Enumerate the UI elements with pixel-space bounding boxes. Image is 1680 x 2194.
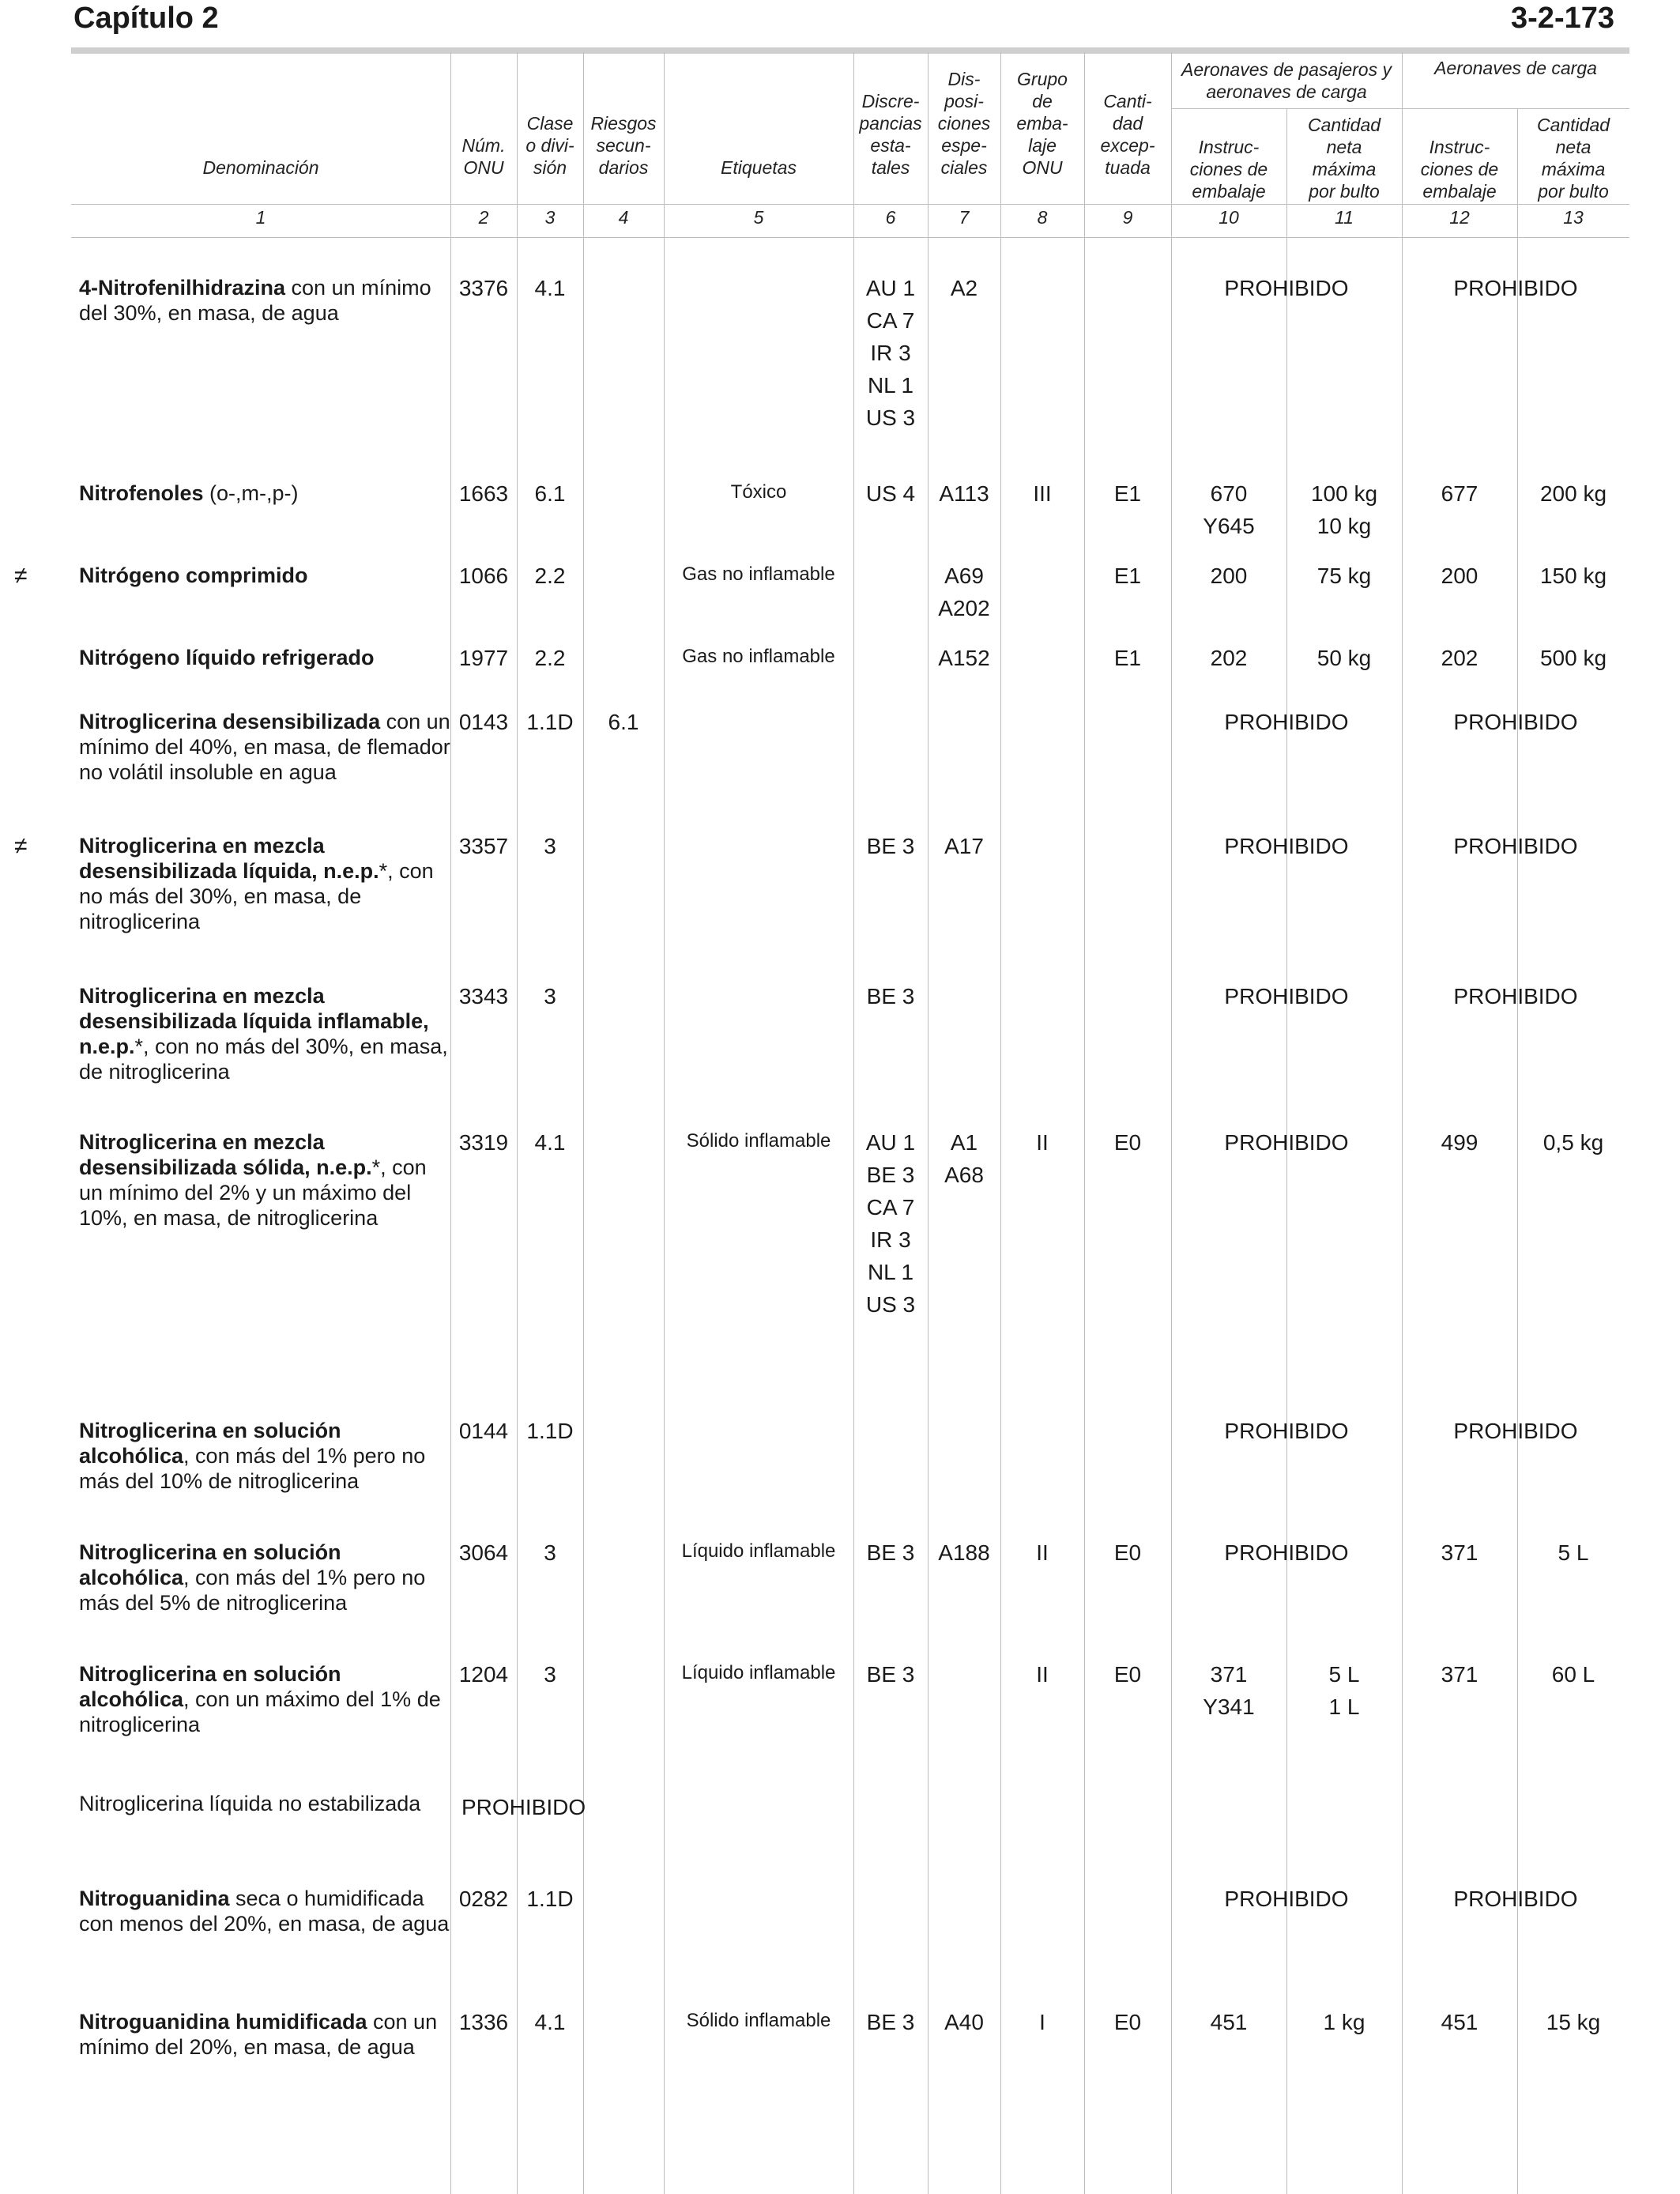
- table-cell: [450, 477, 517, 510]
- cell-line: E0: [1113, 1540, 1142, 1565]
- table-cell: [1517, 1536, 1629, 1569]
- table-cell: [1402, 1126, 1517, 1159]
- cell-line: 3319: [458, 1130, 509, 1155]
- substance-name-detail: , con más del 1% pero no más del 5% de nitroglicerina: [79, 1566, 426, 1615]
- cell-line: 1.1D: [526, 1887, 574, 1911]
- table-cell: [1084, 1658, 1171, 1691]
- table-cell: [517, 477, 583, 510]
- table-cell: [1286, 477, 1402, 542]
- table-cell: [1171, 1658, 1286, 1723]
- substance-name: [79, 1129, 450, 1231]
- table-cell: [928, 830, 1000, 862]
- table-cell: [853, 1126, 928, 1321]
- cell-line: A40: [944, 2010, 984, 2034]
- substance-name-detail: seca o humidificada con menos del 20%, en masa, de agua: [79, 1887, 450, 1936]
- cell-line: Sólido inflamable: [686, 2010, 831, 2031]
- cell-line: 3: [544, 984, 556, 1008]
- table-cell: [450, 830, 517, 862]
- cell-line: 1 kg: [1323, 2010, 1365, 2034]
- cell-line: E0: [1113, 1130, 1142, 1155]
- cell-line: I: [1039, 2010, 1045, 2034]
- col-header-etiquetas: Etiquetas: [721, 157, 797, 178]
- cell-line: III: [1033, 481, 1052, 506]
- table-cell: [517, 1883, 583, 1915]
- table-cell: [1517, 1126, 1629, 1159]
- substance-name-bold: Nitroguanidina humidificada: [79, 2010, 367, 2034]
- table-cell: [1402, 2006, 1517, 2038]
- cell-line: BE 3: [866, 984, 915, 1008]
- chapter-title: Capítulo 2: [73, 2, 219, 35]
- col-header-grupo-embalaje: [1000, 55, 1084, 179]
- substance-name-detail: con un mínimo del 40%, en masa, de flemador no volátil insoluble en agua: [79, 710, 450, 784]
- table-cell: [1171, 477, 1286, 542]
- table-cell: [1084, 560, 1171, 592]
- cell-line: 6.1: [608, 710, 639, 734]
- table-cell: [517, 1126, 583, 1159]
- cell-line: A69: [944, 564, 984, 588]
- cell-line: 200: [1210, 564, 1248, 588]
- col-header-cargo-cantidad-text: Cantidad neta máxima por bulto: [1536, 115, 1610, 202]
- cell-line: 100 kg: [1310, 481, 1378, 506]
- column-number: 12: [1449, 207, 1470, 228]
- cell-line: 0143: [458, 710, 509, 734]
- cell-line: US 3: [865, 405, 916, 430]
- column-divider: [928, 52, 929, 2194]
- table-cell: [853, 830, 928, 862]
- cargo-prohibido: PROHIBIDO: [1453, 710, 1578, 734]
- substance-name-bold: Nitroglicerina en solución alcohólica: [79, 1540, 341, 1589]
- cell-line: 0144: [458, 1419, 509, 1443]
- substance-name: [79, 275, 450, 326]
- cell-line: BE 3: [866, 1163, 915, 1187]
- col-header-cantidad-exceptuada-text: Canti-dad excep-tuada: [1100, 91, 1155, 178]
- table-cell: [853, 477, 928, 510]
- table-cell: [517, 272, 583, 304]
- table-cell: [450, 980, 517, 1012]
- cell-line: E0: [1113, 1662, 1142, 1687]
- col-header-pax-cantidad: [1286, 111, 1402, 202]
- table-cell: [450, 560, 517, 592]
- cell-line: A2: [950, 276, 978, 300]
- cell-line: 3: [544, 1662, 556, 1687]
- substance-name-bold: Nitroglicerina en solución alcohólica: [79, 1419, 341, 1468]
- table-cell: [928, 1536, 1000, 1569]
- table-cell: [1000, 1536, 1084, 1569]
- cell-line: 3: [544, 1540, 556, 1565]
- col-group-pasajeros-text: Aeronaves de pasajeros y aeronaves de carga: [1181, 59, 1392, 102]
- cell-line: 150 kg: [1539, 564, 1607, 588]
- col-header-denominacion: Denominación: [202, 157, 319, 178]
- substance-name-bold: Nitroglicerina en mezcla desensibilizada sólida, n.e.p.: [79, 1130, 372, 1179]
- table-cell: [517, 1536, 583, 1569]
- col-header-riesgos: [583, 55, 664, 179]
- substance-name-detail: *, con un mínimo del 2% y un máximo del 10%, en masa, de nitroglicerina: [79, 1155, 427, 1230]
- column-divider: [1402, 52, 1403, 2194]
- cell-line: Y341: [1203, 1695, 1255, 1719]
- column-number: 5: [753, 207, 764, 228]
- table-cell: [928, 560, 1000, 624]
- col-header-cargo-cantidad: [1517, 111, 1629, 202]
- cell-line: 0282: [458, 1887, 509, 1911]
- cell-line: NL 1: [867, 373, 914, 398]
- column-divider: [1000, 52, 1001, 2194]
- cell-line: US 3: [865, 1292, 916, 1317]
- substance-name-bold: Nitrofenoles: [79, 481, 204, 505]
- substance-name-detail: *, con no más del 30%, en masa, de nitroglicerina: [79, 1035, 448, 1084]
- table-cell: [1084, 642, 1171, 674]
- cell-line: IR 3: [870, 341, 911, 365]
- cell-line: Tóxico: [730, 481, 787, 503]
- cell-line: A17: [944, 834, 984, 858]
- cell-line: BE 3: [866, 834, 915, 858]
- table-cell: [1517, 2006, 1629, 2038]
- col-header-riesgos-text: Riesgos secun-darios: [590, 113, 657, 178]
- cell-line: 2.2: [534, 564, 566, 588]
- cell-line: 75 kg: [1317, 564, 1372, 588]
- cell-line: 1336: [458, 2010, 509, 2034]
- column-number-separator: [71, 237, 1629, 238]
- substance-name: [79, 983, 450, 1084]
- column-number: 4: [618, 207, 629, 228]
- cell-line: 10 kg: [1317, 514, 1372, 538]
- pax-prohibido: PROHIBIDO: [1224, 984, 1349, 1008]
- table-cell: [853, 1536, 928, 1569]
- col-header-clase-text: Clase o divi-sión: [525, 113, 574, 178]
- cell-line: US 4: [865, 481, 916, 506]
- cell-line: E0: [1113, 2010, 1142, 2034]
- table-cell: [450, 2006, 517, 2038]
- table-cell: [664, 558, 853, 590]
- substance-name: [79, 709, 450, 785]
- table-cell: [450, 706, 517, 738]
- table-cell: [450, 642, 517, 674]
- table-cell: [450, 1415, 517, 1447]
- col-header-discrepancias-text: Discre-pancias esta-tales: [859, 91, 922, 178]
- table-cell: [1084, 1536, 1171, 1569]
- col-header-pax-instrucciones-text: Instruc-ciones de embalaje: [1189, 137, 1268, 202]
- cell-line: A202: [938, 596, 990, 620]
- table-cell: [1402, 642, 1517, 674]
- table-cell: [1402, 1536, 1517, 1569]
- table-cell: [1171, 642, 1286, 674]
- col-header-disposiciones: [928, 55, 1000, 179]
- table-cell: [450, 272, 517, 304]
- column-divider: [1084, 52, 1085, 2194]
- cell-line: A113: [939, 481, 989, 506]
- column-number: 8: [1037, 207, 1048, 228]
- table-cell: [1517, 477, 1629, 510]
- table-cell: [517, 1658, 583, 1691]
- cell-line: 200: [1441, 564, 1478, 588]
- substance-name-detail: con un mínimo del 20%, en masa, de agua: [79, 2010, 438, 2059]
- page-number: 3-2-173: [1511, 2, 1614, 35]
- cell-line: 4.1: [534, 1130, 566, 1155]
- col-header-grupo-embalaje-text: Grupo de emba-laje ONU: [1016, 69, 1068, 178]
- cell-line: Gas no inflamable: [682, 564, 835, 585]
- table-cell: [853, 1658, 928, 1691]
- cargo-prohibido: PROHIBIDO: [1453, 1887, 1578, 1911]
- substance-name-detail: , con un máximo del 1% de nitroglicerina: [79, 1687, 441, 1736]
- substance-name: [79, 645, 450, 670]
- substance-name-detail: con un mínimo del 30%, en masa, de agua: [79, 276, 431, 325]
- cell-line: 371: [1441, 1662, 1478, 1687]
- table-cell: [928, 1126, 1000, 1191]
- table-cell: [1402, 560, 1517, 592]
- table-cell: [1171, 560, 1286, 592]
- table-cell: [1084, 2006, 1171, 2038]
- table-cell: [928, 272, 1000, 304]
- table-cell: [583, 706, 664, 738]
- cell-line: 5 L: [1328, 1662, 1360, 1687]
- table-cell: [1517, 1658, 1629, 1691]
- pax-prohibido: PROHIBIDO: [1224, 834, 1349, 858]
- cell-line: 499: [1441, 1130, 1478, 1155]
- table-cell: [664, 640, 853, 673]
- cell-line: Gas no inflamable: [682, 646, 835, 667]
- cell-line: 4.1: [534, 276, 566, 300]
- page-header: [73, 0, 1614, 47]
- table-cell: [517, 1415, 583, 1447]
- substance-name-bold: Nitrógeno comprimido: [79, 564, 308, 587]
- substance-name-detail: *, con no más del 30%, en masa, de nitroglicerina: [79, 859, 434, 933]
- substance-name: [79, 2009, 450, 2060]
- cell-line: BE 3: [866, 1540, 915, 1565]
- substance-name: [79, 1540, 450, 1615]
- column-divider: [450, 52, 451, 2194]
- col-group-pasajeros: [1171, 52, 1402, 103]
- substance-name: [79, 563, 450, 588]
- col-header-clase: [517, 55, 583, 179]
- col-header-cantidad-exceptuada: [1084, 55, 1171, 179]
- cell-line: 4.1: [534, 2010, 566, 2034]
- table-cell: [664, 476, 853, 508]
- table-cell: [450, 1883, 517, 1915]
- table-cell: [450, 1126, 517, 1159]
- column-number: 6: [885, 207, 896, 228]
- cell-line: A188: [938, 1540, 990, 1565]
- cell-line: 2.2: [534, 646, 566, 670]
- table-cell: [1286, 560, 1402, 592]
- cell-line: 202: [1441, 646, 1478, 670]
- table-cell: [1000, 1126, 1084, 1159]
- table-cell: [517, 830, 583, 862]
- cargo-prohibido: PROHIBIDO: [1453, 834, 1578, 858]
- table-cell: [853, 980, 928, 1012]
- group-header-separator: [1171, 108, 1629, 109]
- pax-prohibido: PROHIBIDO: [1224, 1419, 1349, 1443]
- cell-line: A152: [938, 646, 990, 670]
- table-cell: [1517, 642, 1629, 674]
- cell-line: 200 kg: [1539, 481, 1607, 506]
- column-number: 13: [1563, 207, 1584, 228]
- table-cell: [1517, 560, 1629, 592]
- cell-line: 15 kg: [1546, 2010, 1601, 2034]
- cell-line: 371: [1210, 1662, 1248, 1687]
- table-cell: [664, 1125, 853, 1157]
- substance-name-detail: , con más del 1% pero no más del 10% de nitroglicerina: [79, 1444, 426, 1493]
- table-cell: [1402, 477, 1517, 510]
- cell-line: 3064: [458, 1540, 509, 1565]
- cell-line: II: [1036, 1662, 1049, 1687]
- cell-line: 1663: [458, 481, 509, 506]
- pax-prohibido: PROHIBIDO: [1224, 1540, 1349, 1565]
- substance-name-bold: 4-Nitrofenilhidrazina: [79, 276, 286, 300]
- col-header-cargo-instrucciones-text: Instruc-ciones de embalaje: [1420, 137, 1499, 202]
- cell-line: 1.1D: [526, 1419, 574, 1443]
- cell-line: 50 kg: [1317, 646, 1372, 670]
- table-cell: [928, 2006, 1000, 2038]
- cell-line: 6.1: [534, 481, 566, 506]
- substance-name: [79, 1886, 450, 1936]
- cell-line: BE 3: [866, 2010, 915, 2034]
- table-cell: [853, 272, 928, 434]
- cell-line: 670: [1210, 481, 1248, 506]
- pax-prohibido: PROHIBIDO: [1224, 1887, 1349, 1911]
- substance-name: [79, 1791, 450, 1816]
- table-cell: [1402, 1658, 1517, 1691]
- table-cell: [1286, 642, 1402, 674]
- table-cell: [517, 560, 583, 592]
- col-header-cargo-instrucciones: [1402, 111, 1517, 202]
- cargo-prohibido: PROHIBIDO: [1453, 276, 1578, 300]
- column-number: 10: [1219, 207, 1239, 228]
- substance-name: [79, 1661, 450, 1737]
- table-cell: [450, 1536, 517, 1569]
- cell-line: 1066: [458, 564, 509, 588]
- table-cell: [1084, 477, 1171, 510]
- cell-line: E1: [1113, 564, 1142, 588]
- cell-line: 1 L: [1328, 1695, 1360, 1719]
- cell-line: 3376: [458, 276, 509, 300]
- table-cell: [1171, 2006, 1286, 2038]
- cell-line: 500 kg: [1539, 646, 1607, 670]
- cell-line: CA 7: [866, 1195, 915, 1220]
- pax-prohibido: PROHIBIDO: [1224, 276, 1349, 300]
- table-cell: [1286, 1658, 1402, 1723]
- cell-line: 0,5 kg: [1543, 1130, 1604, 1155]
- table-cell: [1286, 2006, 1402, 2038]
- cell-line: 5 L: [1558, 1540, 1589, 1565]
- column-divider: [517, 52, 518, 2194]
- table-cell: [664, 1657, 853, 1689]
- column-divider: [583, 52, 584, 2194]
- cell-line: 1977: [458, 646, 509, 670]
- cell-line: 1204: [458, 1662, 509, 1687]
- cell-line: AU 1: [865, 1130, 916, 1155]
- col-group-carga: Aeronaves de carga: [1434, 58, 1597, 78]
- cell-line: 451: [1441, 2010, 1478, 2034]
- table-cell: [853, 2006, 928, 2038]
- table-cell: [928, 642, 1000, 674]
- table-cell: [517, 2006, 583, 2038]
- pax-prohibido: PROHIBIDO: [1224, 710, 1349, 734]
- table-cell: [1000, 1658, 1084, 1691]
- cell-line: A1: [950, 1130, 978, 1155]
- cell-line: II: [1036, 1540, 1049, 1565]
- cell-line: 1.1D: [526, 710, 574, 734]
- cell-line: 60 L: [1551, 1662, 1595, 1687]
- column-divider: [664, 52, 665, 2194]
- cell-line: Líquido inflamable: [681, 1662, 836, 1683]
- col-header-discrepancias: [853, 55, 928, 179]
- substance-name-detail: Nitroglicerina líquida no estabilizada: [79, 1792, 421, 1815]
- cell-line: Y645: [1203, 514, 1255, 538]
- col-header-num-onu-text: Núm. ONU: [461, 135, 506, 178]
- table-cell: [664, 2004, 853, 2037]
- substance-name-bold: Nitrógeno líquido refrigerado: [79, 646, 375, 669]
- cell-line: 202: [1210, 646, 1248, 670]
- col-header-pax-cantidad-text: Cantidad neta máxima por bulto: [1307, 115, 1381, 202]
- cell-line: CA 7: [866, 308, 915, 333]
- column-number: 9: [1122, 207, 1133, 228]
- col-header-num-onu: [450, 55, 517, 179]
- cargo-prohibido: PROHIBIDO: [1453, 1419, 1578, 1443]
- column-number: 3: [544, 207, 556, 228]
- cell-line: 3: [544, 834, 556, 858]
- cell-line: NL 1: [867, 1260, 914, 1284]
- table-cell: [1000, 477, 1084, 510]
- revision-mark: ≠: [14, 563, 28, 589]
- column-number: 1: [255, 207, 266, 228]
- cell-line: 451: [1210, 2010, 1248, 2034]
- substance-name-detail: (o-,m-,p-): [203, 481, 299, 505]
- column-number: 11: [1335, 207, 1354, 228]
- column-number: 7: [959, 207, 970, 228]
- cell-line: 677: [1441, 481, 1478, 506]
- cell-line: II: [1036, 1130, 1049, 1155]
- cell-line: A68: [944, 1163, 984, 1187]
- table-cell: [1084, 1126, 1171, 1159]
- substance-name: [79, 833, 450, 934]
- substance-name: [79, 1418, 450, 1494]
- cell-line: BE 3: [866, 1662, 915, 1687]
- cell-line: E1: [1113, 646, 1142, 670]
- col-header-pax-instrucciones: [1171, 111, 1286, 202]
- row-prohibido: PROHIBIDO: [461, 1795, 586, 1819]
- revision-mark: ≠: [14, 833, 28, 859]
- substance-name-bold: Nitroglicerina en mezcla desensibilizada líquida inflamable, n.e.p.: [79, 984, 429, 1058]
- cell-line: Líquido inflamable: [681, 1540, 836, 1562]
- header-separator: [71, 204, 1629, 205]
- substance-name-bold: Nitroglicerina en solución alcohólica: [79, 1662, 341, 1711]
- cell-line: 371: [1441, 1540, 1478, 1565]
- table-cell: [517, 706, 583, 738]
- substance-name-bold: Nitroglicerina en mezcla desensibilizada líquida, n.e.p.: [79, 834, 379, 883]
- cell-line: 3357: [458, 834, 509, 858]
- table-cell: [664, 1535, 853, 1567]
- cell-line: Sólido inflamable: [686, 1130, 831, 1152]
- substance-name: [79, 481, 450, 506]
- column-divider: [1171, 52, 1172, 2194]
- cell-line: IR 3: [870, 1227, 911, 1252]
- col-header-disposiciones-text: Dis-posi-ciones espe-ciales: [937, 69, 991, 178]
- table-cell: [517, 642, 583, 674]
- cargo-prohibido: PROHIBIDO: [1453, 984, 1578, 1008]
- substance-name-bold: Nitroguanidina: [79, 1887, 230, 1910]
- table-cell: [928, 477, 1000, 510]
- cell-line: E1: [1113, 481, 1142, 506]
- column-number: 2: [478, 207, 489, 228]
- table-cell: [1000, 2006, 1084, 2038]
- substance-name-bold: Nitroglicerina desensibilizada: [79, 710, 381, 733]
- table-cell: [450, 1658, 517, 1691]
- pax-prohibido: PROHIBIDO: [1224, 1130, 1349, 1155]
- cell-line: AU 1: [865, 276, 916, 300]
- cell-line: 3343: [458, 984, 509, 1008]
- table-cell: [517, 980, 583, 1012]
